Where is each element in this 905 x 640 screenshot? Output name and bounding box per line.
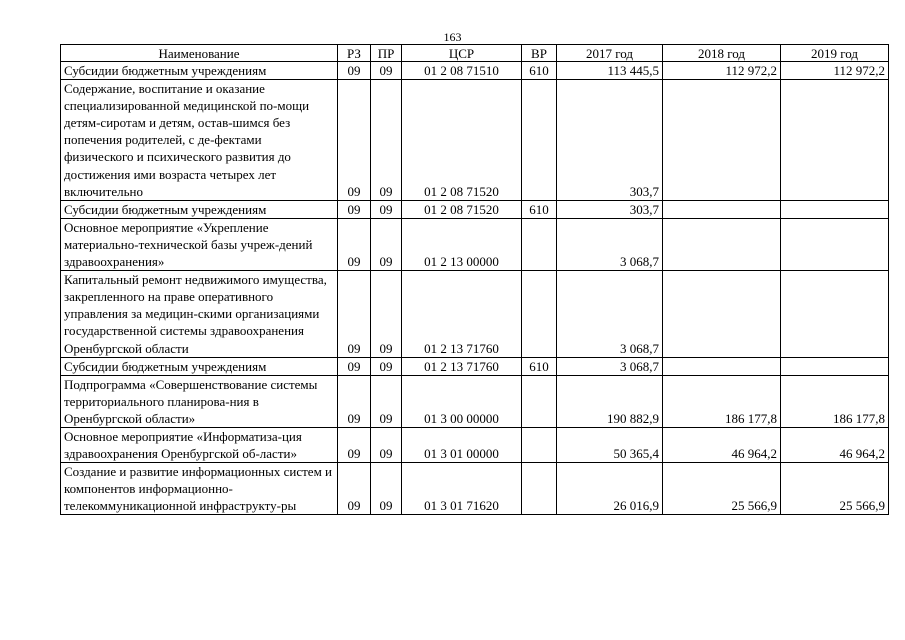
row-2018: 25 566,9: [663, 463, 781, 515]
row-name: Субсидии бюджетным учреждениям: [61, 200, 338, 218]
row-pr: 09: [371, 200, 402, 218]
row-2019: [781, 218, 889, 270]
row-rz: 09: [338, 427, 371, 462]
row-rz: 09: [338, 80, 371, 201]
budget-table: [60, 44, 889, 515]
table-row: [61, 357, 889, 375]
row-2019: 46 964,2: [781, 427, 889, 462]
row-vr: [522, 80, 557, 201]
row-vr: 610: [522, 357, 557, 375]
row-pr: 09: [371, 375, 402, 427]
header-csr: ЦСР: [402, 45, 522, 62]
table-row: [61, 427, 889, 462]
row-name: Субсидии бюджетным учреждениям: [61, 62, 338, 80]
row-2017: 113 445,5: [557, 62, 663, 80]
row-rz: 09: [338, 375, 371, 427]
row-vr: [522, 427, 557, 462]
row-2019: [781, 200, 889, 218]
table-row: [61, 62, 889, 80]
row-csr: 01 3 01 71620: [402, 463, 522, 515]
header-pr: ПР: [371, 45, 402, 62]
row-2019: [781, 271, 889, 357]
row-vr: [522, 375, 557, 427]
row-rz: 09: [338, 463, 371, 515]
row-vr: [522, 271, 557, 357]
row-pr: 09: [371, 271, 402, 357]
row-2017: 3 068,7: [557, 271, 663, 357]
row-csr: 01 2 13 71760: [402, 357, 522, 375]
table-row: [61, 463, 889, 515]
row-csr: 01 3 01 00000: [402, 427, 522, 462]
table-row: [61, 200, 889, 218]
row-2019: 112 972,2: [781, 62, 889, 80]
row-2017: 3 068,7: [557, 357, 663, 375]
header-2018: 2018 год: [663, 45, 781, 62]
row-rz: 09: [338, 200, 371, 218]
row-2019: 186 177,8: [781, 375, 889, 427]
row-rz: 09: [338, 62, 371, 80]
row-2018: 46 964,2: [663, 427, 781, 462]
table-row: [61, 375, 889, 427]
row-2019: 25 566,9: [781, 463, 889, 515]
row-csr: 01 2 13 00000: [402, 218, 522, 270]
row-csr: 01 3 00 00000: [402, 375, 522, 427]
row-pr: 09: [371, 218, 402, 270]
row-2018: [663, 218, 781, 270]
row-pr: 09: [371, 80, 402, 201]
row-name: Содержание, воспитание и оказание специализированной медицинской по-мощи детям-сиротам и детям, остав-шимся без попечения родителей, с де-фектами физического и психического развития до достижения ими возраста четырех лет включительно: [61, 80, 338, 201]
row-vr: [522, 463, 557, 515]
table-row: [61, 218, 889, 270]
table-header-row: [61, 45, 889, 62]
row-name: Подпрограмма «Совершенствование системы территориального планирова-ния в Оренбургской области»: [61, 375, 338, 427]
row-2018: [663, 271, 781, 357]
row-2017: 303,7: [557, 200, 663, 218]
header-rz: РЗ: [338, 45, 371, 62]
row-name: Капитальный ремонт недвижимого имущества, закрепленного на праве оперативного управления за медицин-скими организациями государственной системы здравоохранения Оренбургской области: [61, 271, 338, 357]
row-vr: 610: [522, 200, 557, 218]
header-2017: 2017 год: [557, 45, 663, 62]
row-csr: 01 2 08 71520: [402, 80, 522, 201]
table-row: [61, 80, 889, 201]
header-vr: ВР: [522, 45, 557, 62]
row-csr: 01 2 08 71510: [402, 62, 522, 80]
row-2019: [781, 80, 889, 201]
row-csr: 01 2 08 71520: [402, 200, 522, 218]
row-2018: [663, 80, 781, 201]
row-name: Субсидии бюджетным учреждениям: [61, 357, 338, 375]
row-2018: [663, 357, 781, 375]
row-rz: 09: [338, 218, 371, 270]
row-vr: 610: [522, 62, 557, 80]
header-2019: 2019 год: [781, 45, 889, 62]
row-csr: 01 2 13 71760: [402, 271, 522, 357]
row-pr: 09: [371, 463, 402, 515]
row-pr: 09: [371, 357, 402, 375]
row-rz: 09: [338, 357, 371, 375]
row-2017: 50 365,4: [557, 427, 663, 462]
row-name: Создание и развитие информационных систем и компонентов информационно-телекоммуникационной инфраструкту-ры: [61, 463, 338, 515]
row-2017: 3 068,7: [557, 218, 663, 270]
row-name: Основное мероприятие «Информатиза-ция здравоохранения Оренбургской об-ласти»: [61, 427, 338, 462]
row-pr: 09: [371, 62, 402, 80]
row-2017: 303,7: [557, 80, 663, 201]
row-2017: 190 882,9: [557, 375, 663, 427]
row-pr: 09: [371, 427, 402, 462]
row-2019: [781, 357, 889, 375]
table-row: [61, 271, 889, 357]
row-2017: 26 016,9: [557, 463, 663, 515]
row-vr: [522, 218, 557, 270]
row-2018: 186 177,8: [663, 375, 781, 427]
row-2018: [663, 200, 781, 218]
row-2018: 112 972,2: [663, 62, 781, 80]
header-name: Наименование: [61, 45, 338, 62]
page-number: 163: [443, 30, 462, 44]
row-name: Основное мероприятие «Укрепление материально-технической базы учреж-дений здравоохранения»: [61, 218, 338, 270]
row-rz: 09: [338, 271, 371, 357]
